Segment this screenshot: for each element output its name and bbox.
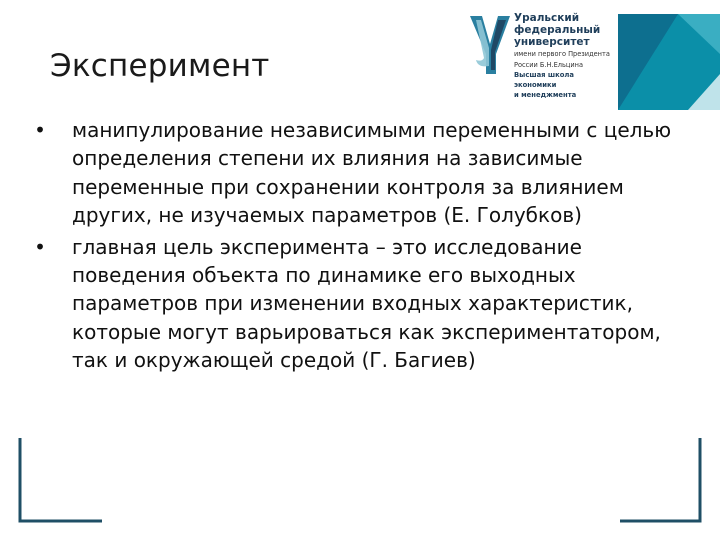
logo-name-line-3: университет [514, 36, 590, 48]
bullet-marker: • [34, 234, 46, 259]
bullet-text-2: главная цель эксперимента – это исследование поведения объекта по динамике его выходных параметров при изменении входных характеристик, которые могут варьироваться как экспериментатором, так и окружающей средой (Г. Багиев) [72, 234, 661, 373]
bullet-marker: • [34, 118, 46, 142]
corner-frame-right [620, 438, 700, 521]
bullet-text-1: манипулирование независимыми переменными с целью определения степени их влияния на зависимые переменные при сохранении контроля за влиянием других, не изучаемых параметров (Е. Голубков) [72, 118, 672, 228]
logo-name-line-1: Уральский [514, 12, 580, 24]
logo-school-line-2: экономики [514, 81, 557, 89]
slide-title: Эксперимент [50, 48, 270, 84]
logo-sub-line-2: России Б.Н.Ельцина [514, 60, 583, 69]
logo-name-line-2: федеральный [514, 24, 601, 36]
logo-school-line-3: и менеджмента [514, 91, 577, 99]
logo-school-line-1: Высшая школа [514, 71, 574, 79]
logo-sub-line-1: имени первого Президента [514, 50, 610, 58]
